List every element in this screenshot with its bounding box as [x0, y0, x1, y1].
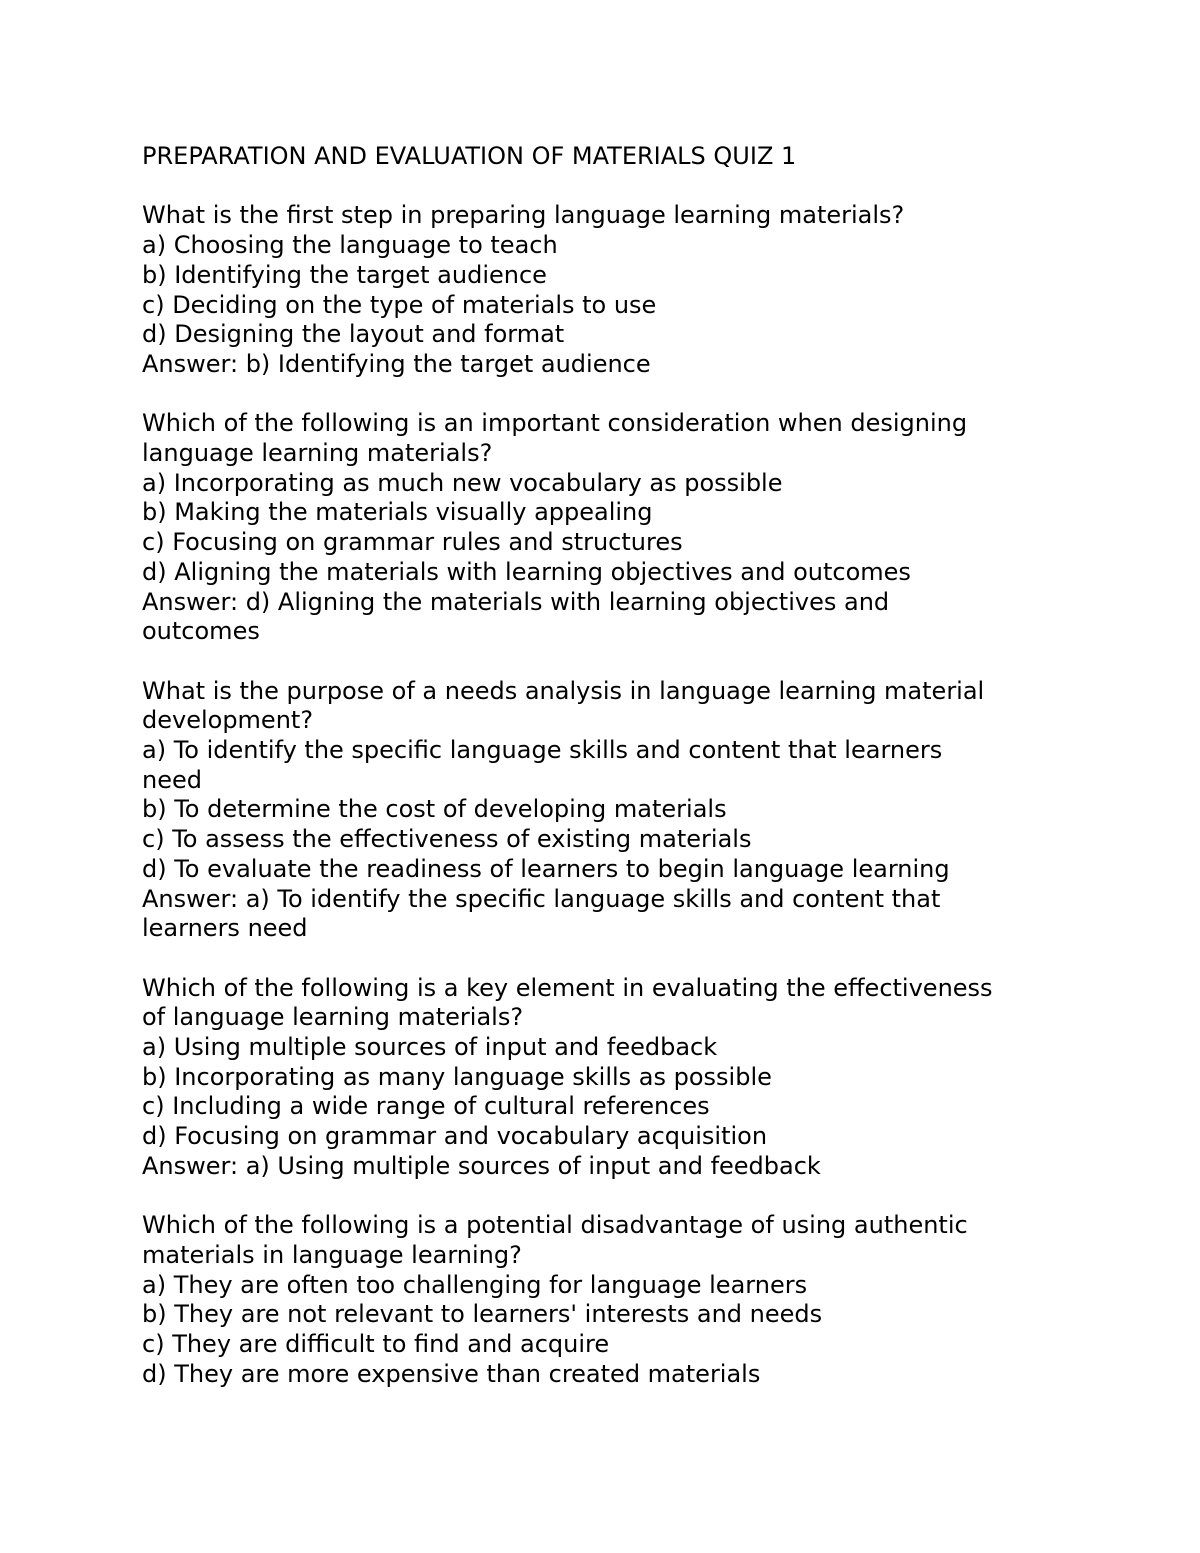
correct-answer: Answer: a) To identify the specific language skills and content that — [142, 884, 941, 913]
question-text: materials in language learning? — [142, 1240, 522, 1269]
question-text: of language learning materials? — [142, 1003, 524, 1032]
correct-answer: learners need — [142, 914, 308, 943]
question-text: Which of the following is an important consideration when designing — [142, 409, 968, 438]
answer-option: b) Identifying the target audience — [142, 260, 547, 289]
answer-option: a) To identify the specific language skills and content that learners — [142, 736, 943, 765]
answer-option: b) Making the materials visually appealing — [142, 498, 653, 527]
answer-option: d) Aligning the materials with learning objectives and outcomes — [142, 557, 911, 586]
spacer — [142, 647, 1102, 677]
question-text: language learning materials? — [142, 439, 493, 467]
answer-option: d) Focusing on grammar and vocabulary acquisition — [142, 1122, 768, 1151]
answer-option: a) Choosing the language to teach — [142, 231, 558, 260]
question-text: Which of the following is a key element in evaluating the effectiveness — [142, 973, 993, 1002]
question-block — [142, 677, 1102, 944]
question-block — [142, 409, 1102, 647]
question-block — [142, 1211, 1102, 1389]
answer-option: d) To evaluate the readiness of learners to begin language learning — [142, 854, 950, 883]
spacer — [142, 172, 1102, 202]
answer-option: a) They are often too challenging for language learners — [142, 1270, 808, 1299]
correct-answer: Answer: d) Aligning the materials with learning objectives and — [142, 587, 890, 616]
answer-option: d) Designing the layout and format — [142, 320, 565, 349]
question-block — [142, 974, 1102, 1182]
correct-answer: outcomes — [142, 617, 260, 646]
answer-option: need — [142, 765, 202, 794]
spacer — [142, 1182, 1102, 1212]
correct-answer: Answer: b) Identifying the target audience — [142, 349, 651, 378]
spacer — [142, 380, 1102, 410]
question-text: Which of the following is a potential disadvantage of using authentic — [142, 1211, 968, 1240]
question-text: What is the first step in preparing language learning materials? — [142, 201, 905, 230]
correct-answer: Answer: a) Using multiple sources of input and feedback — [142, 1151, 821, 1180]
answer-option: c) Deciding on the type of materials to use — [142, 290, 657, 319]
answer-option: b) To determine the cost of developing materials — [142, 795, 727, 824]
answer-option: c) They are difficult to find and acquire — [142, 1330, 610, 1359]
answer-option: c) Including a wide range of cultural references — [142, 1092, 710, 1121]
document-title: PREPARATION AND EVALUATION OF MATERIALS QUIZ 1 — [142, 142, 797, 170]
spacer — [142, 944, 1102, 974]
question-block — [142, 201, 1102, 379]
answer-option: b) They are not relevant to learners' interests and needs — [142, 1300, 823, 1329]
answer-option: c) To assess the effectiveness of existing materials — [142, 825, 752, 854]
question-text: development? — [142, 706, 314, 735]
answer-option: b) Incorporating as many language skills as possible — [142, 1062, 772, 1091]
document-body — [142, 142, 1102, 1389]
answer-option: d) They are more expensive than created materials — [142, 1359, 761, 1388]
answer-option: a) Using multiple sources of input and feedback — [142, 1033, 718, 1062]
answer-option: c) Focusing on grammar rules and structures — [142, 528, 683, 557]
question-text: What is the purpose of a needs analysis in language learning material — [142, 676, 985, 705]
answer-option: a) Incorporating as much new vocabulary as possible — [142, 468, 783, 497]
